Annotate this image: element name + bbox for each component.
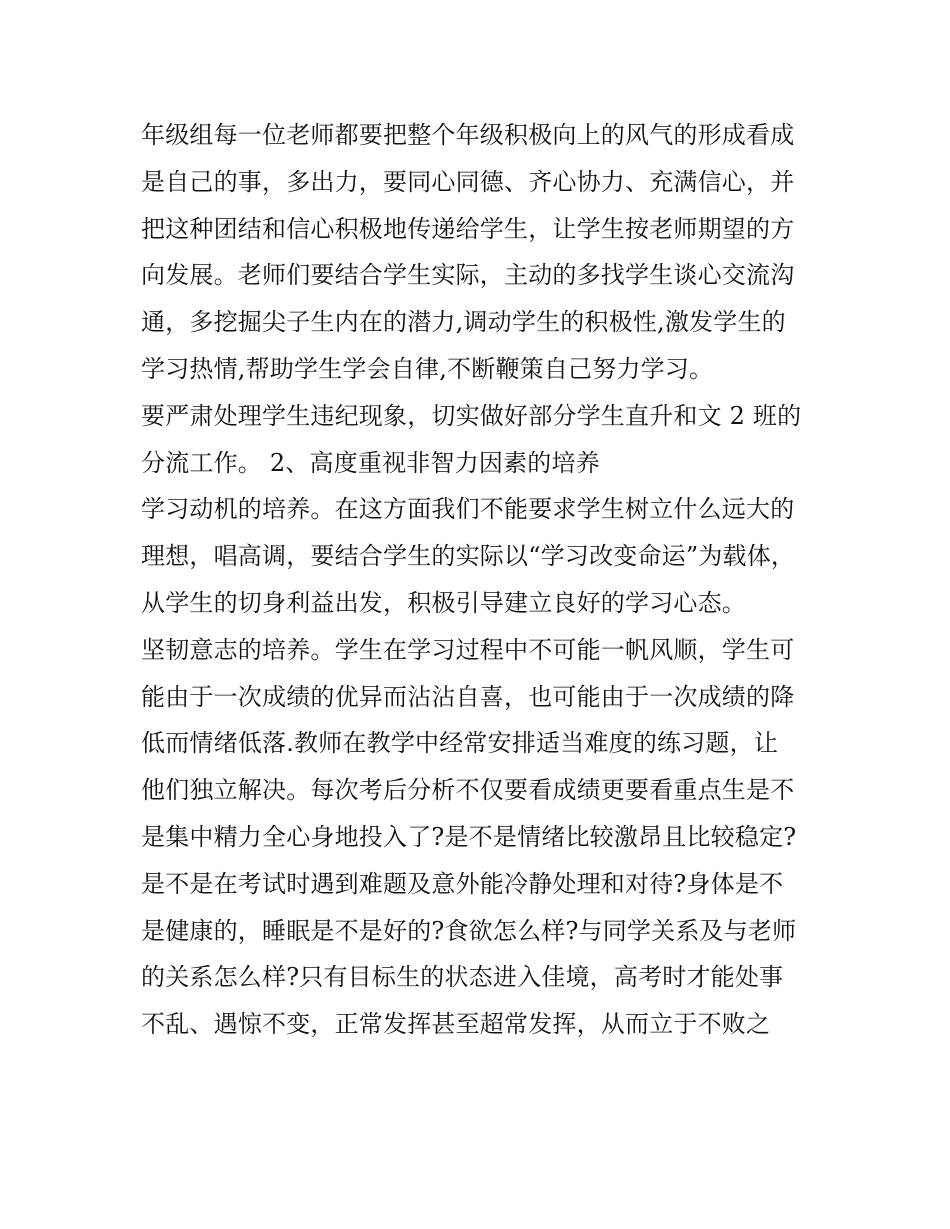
text-line: 低而情绪低落.教师在教学中经常安排适当难度的练习题，让: [141, 729, 779, 758]
text-line: 坚韧意志的培养。学生在学习过程中不可能一帆风顺，学生可: [141, 635, 795, 664]
paragraph-teacher-unity: [141, 112, 831, 393]
paragraph-discipline: [141, 393, 831, 487]
text-line: 从学生的切身利益出发，积极引导建立良好的学习心态。: [141, 588, 746, 617]
text-line: 不乱、遇惊不变，正常发挥甚至超常发挥，从而立于不败之: [141, 1010, 771, 1039]
text-line: 他们独立解决。每次考后分析不仅要看成绩更要看重点生是不: [141, 776, 795, 805]
document-body: [141, 112, 831, 1048]
text-line: 的关系怎么样?只有目标生的状态进入佳境，高考时才能处事: [141, 963, 784, 992]
text-line: 学习动机的培养。在这方面我们不能要求学生树立什么远大的: [141, 495, 795, 524]
text-line: 学习热情,帮助学生学会自律,不断鞭策自己努力学习。: [141, 354, 714, 383]
text-line: 是不是在考试时遇到难题及意外能冷静处理和对待?身体是不: [141, 869, 784, 898]
paragraph-willpower: [141, 627, 831, 1048]
text-line: 向发展。老师们要结合学生实际，主动的多找学生谈心交流沟: [141, 261, 795, 290]
text-line: 是自己的事，多出力，要同心同德、齐心协力、充满信心，并: [141, 167, 795, 196]
text-line: 通，多挖掘尖子生内在的潜力,调动学生的积极性,激发学生的: [141, 308, 786, 337]
text-line: 要严肃处理学生违纪现象，切实做好部分学生直升和文 2 班的: [141, 401, 802, 430]
text-line: 理想，唱高调，要结合学生的实际以“学习改变命运”为载体，: [141, 542, 796, 571]
text-line: 是集中精力全心身地投入了?是不是情绪比较激昂且比较稳定?: [141, 822, 797, 851]
text-line: 把这种团结和信心积极地传递给学生，让学生按老师期望的方: [141, 214, 795, 243]
text-line: 能由于一次成绩的优异而沾沾自喜，也可能由于一次成绩的降: [141, 682, 795, 711]
text-line: 分流工作。 2、高度重视非智力因素的培养: [141, 448, 600, 477]
text-line: 年级组每一位老师都要把整个年级积极向上的风气的形成看成: [141, 121, 795, 149]
text-line: 是健康的，睡眠是不是好的?食欲怎么样?与同学关系及与老师: [141, 916, 797, 945]
paragraph-motivation: [141, 486, 831, 626]
